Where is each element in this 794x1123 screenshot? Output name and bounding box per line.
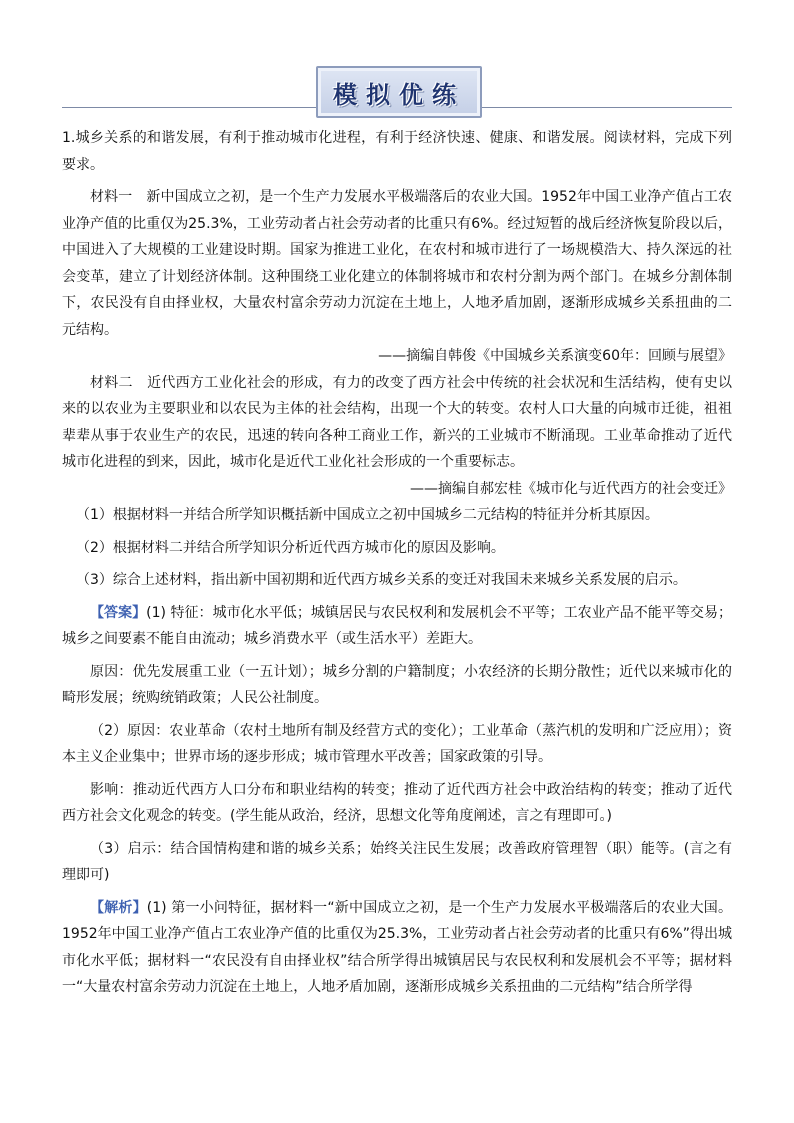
answer-3: （3）启示：结合国情构建和谐的城乡关系；始终关注民生发展；改善政府管理智（职）能等。(言之有理即可)	[62, 840, 732, 883]
question-stem: 1.城乡关系的和谐发展，有利于推动城市化进程，有利于经济快速、健康、和谐发展。阅读材料，完成下列要求。	[62, 130, 732, 173]
section-banner	[316, 66, 482, 118]
section-title: 模拟优练	[333, 79, 465, 109]
answer-1-features: (1) 特征：城市化水平低；城镇居民与农民权利和发展机会不平等；工农业产品不能平等交易；城乡之间要素不能自由流动；城乡消费水平（或生活水平）差距大。	[62, 604, 732, 647]
material-1: 材料一 新中国成立之初，是一个生产力发展水平极端落后的农业大国。1952年中国工业净产值占工农业净产值的比重仅为25.3%，工业劳动者占社会劳动者的比重只有6%。经过短暂的战后经济恢复阶段以后，中国进入了大规模的工业建设时期。国家为推进工业化，在农村和城市进行了一场规模浩大、持久深远的社会变革，建立了计划经济体制。这种围绕工业化建立的体制将城市和农村分割为两个部门。在城乡分割体制下，农民没有自由择业权，大量农村富余劳动力沉淀在土地上，人地矛盾加剧，逐渐形成城乡关系扭曲的二元结构。	[62, 189, 732, 338]
answer-tag: 【答案】	[90, 604, 147, 621]
question-2: （2）根据材料二并结合所学知识分析近代西方城市化的原因及影响。	[76, 539, 505, 556]
question-1: （1）根据材料一并结合所学知识概括新中国成立之初中国城乡二元结构的特征并分析其原因。	[76, 507, 659, 523]
answer-2-causes: （2）原因：农业革命（农村土地所有制及经营方式的变化）；工业革命（蒸汽机的发明和广泛应用）；资本主义企业集中；世界市场的逐步形成；城市管理水平改善；国家政策的引导。	[62, 722, 732, 765]
answer-1-causes: 原因：优先发展重工业（一五计划）；城乡分割的户籍制度；小农经济的长期分散性；近代以来城市化的畸形发展；统购统销政策；人民公社制度。	[62, 663, 732, 706]
analysis-text: (1) 第一小问特征，据材料一“新中国成立之初，是一个生产力发展水平极端落后的农业大国。1952年中国工业净产值占工农业净产值的比重仅为25.3%，工业劳动者占社会劳动者的比重只有6%”得出城市化水平低；据材料一“农民没有自由择业权”结合所学得出城镇居民与农民权利和发展机会不平等；据材料一“大量农村富余劳动力沉淀在土地上，人地矛盾加剧，逐渐形成城乡关系扭曲的二元结构”结合所学得	[62, 899, 732, 995]
document-body	[62, 125, 732, 1001]
section-header	[62, 66, 732, 126]
source-1: ——摘编自韩俊《中国城乡关系演变60年：回顾与展望》	[378, 348, 732, 364]
analysis-block	[62, 895, 732, 1001]
source-2: ——摘编自郝宏桂《城市化与近代西方的社会变迁》	[410, 480, 732, 497]
question-3: （3）综合上述材料，指出新中国初期和近代西方城乡关系的变迁对我国未来城乡关系发展的启示。	[76, 572, 687, 588]
material-2: 材料二 近代西方工业化社会的形成，有力的改变了西方社会中传统的社会状况和生活结构，使有史以来的以农业为主要职业和以农民为主体的社会结构，出现一个大的转变。农村人口大量的向城市迁徙，祖祖辈辈从事于农业生产的农民，迅速的转向各种工商业工作，新兴的工业城市不断涌现。工业革命推动了近代城市化进程的到来，因此，城市化是近代工业化社会形成的一个重要标志。	[62, 374, 732, 470]
analysis-tag: 【解析】	[90, 899, 147, 916]
answer-2-effects: 影响：推动近代西方人口分布和职业结构的转变；推动了近代西方社会中政治结构的转变；推动了近代西方社会文化观念的转变。(学生能从政治，经济，思想文化等角度阐述，言之有理即可。)	[62, 781, 732, 824]
answer-part-1	[62, 600, 732, 653]
